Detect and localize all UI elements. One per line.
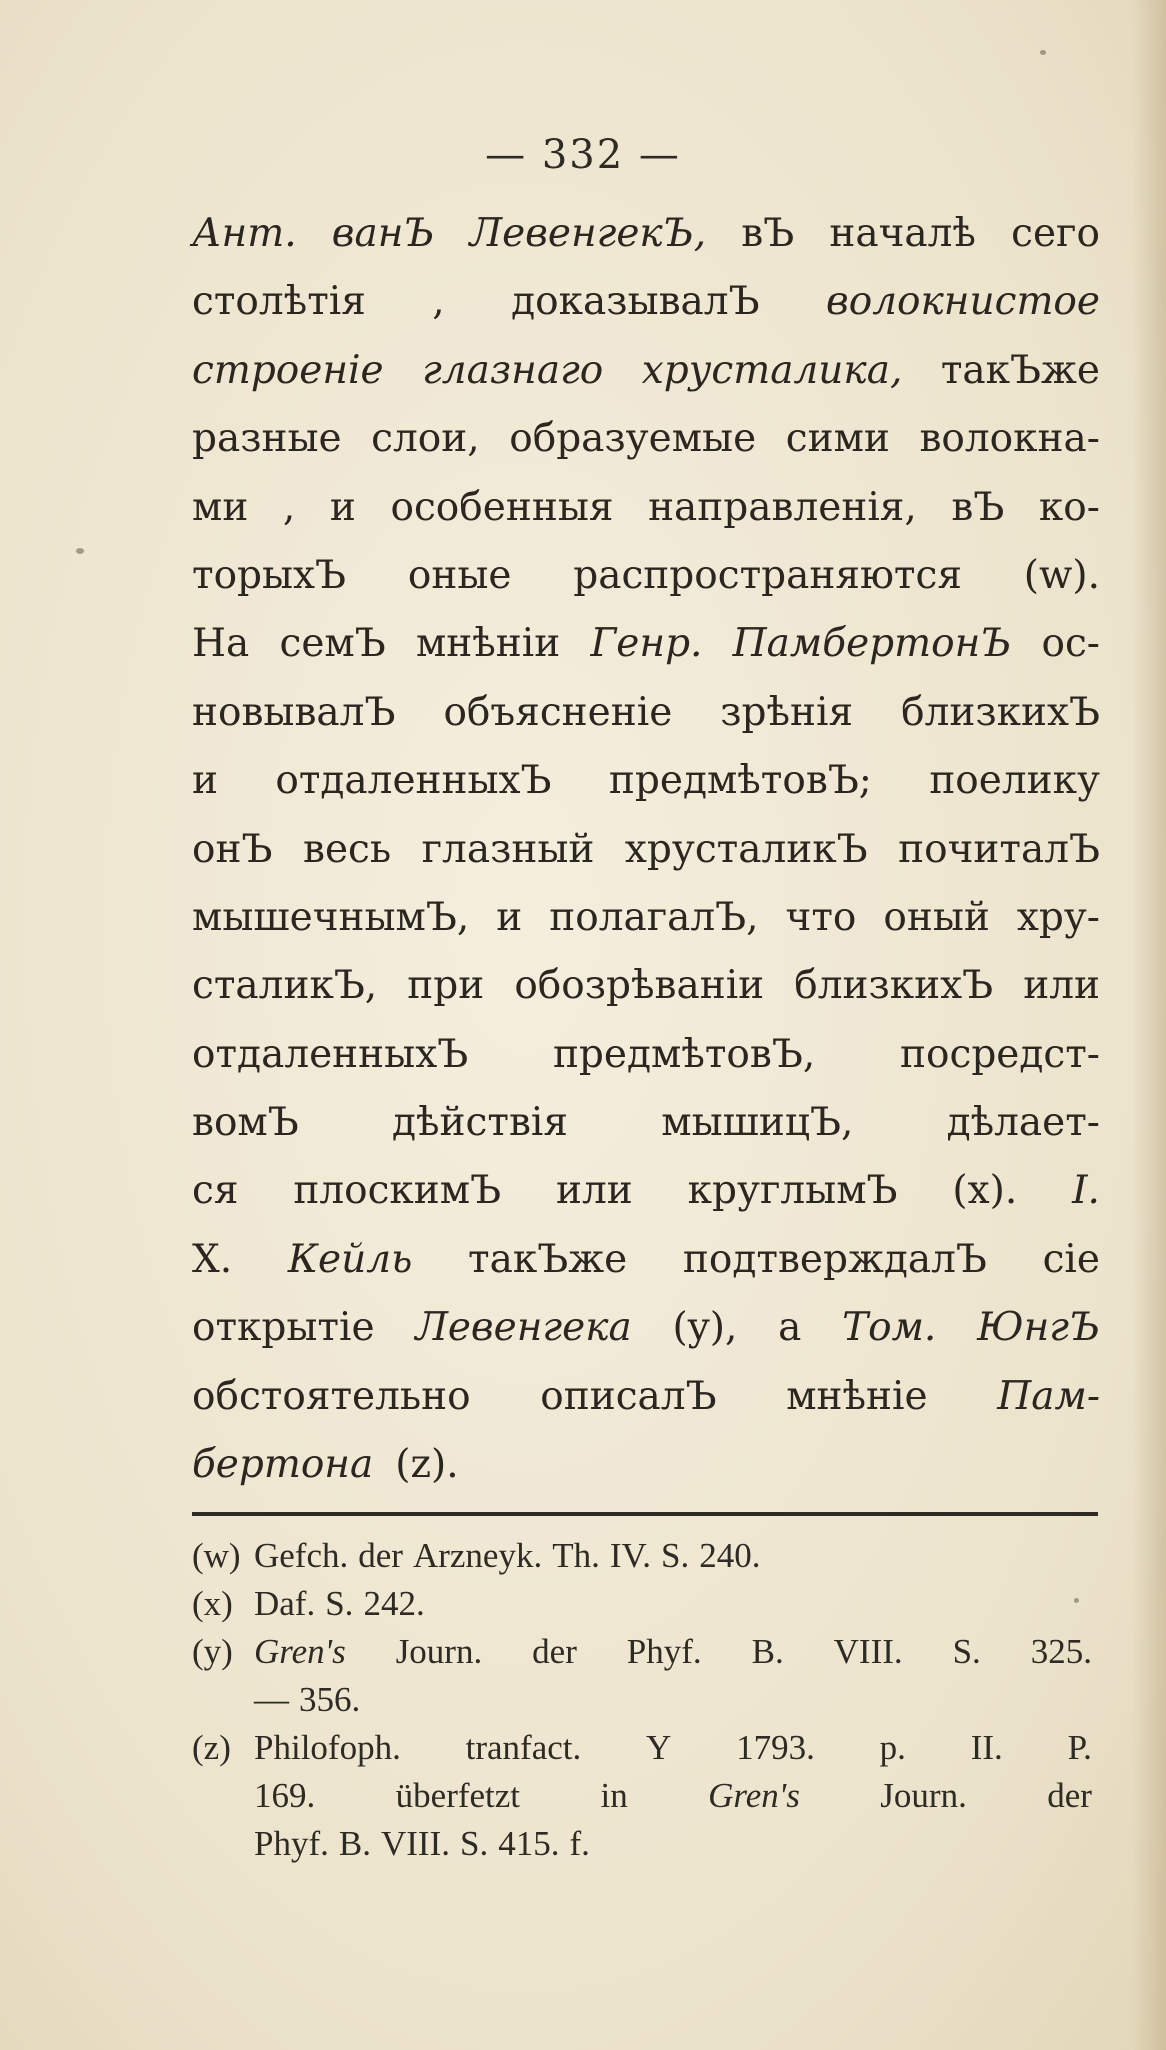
word: ос- <box>1041 621 1100 667</box>
text-line <box>192 1157 1100 1225</box>
word: плоскимЪ <box>293 1168 502 1214</box>
footnote-line <box>254 1628 1102 1676</box>
word: бертона <box>192 1442 374 1488</box>
word: глазный <box>421 826 595 872</box>
footnote <box>192 1580 1102 1628</box>
footnote-text <box>254 1580 1102 1628</box>
footnote-marker: (z) <box>192 1728 231 1767</box>
word: ко- <box>1038 484 1100 530</box>
word: при <box>407 963 485 1009</box>
word: объясненіе <box>443 689 673 735</box>
text-line <box>192 679 1100 747</box>
word: сими <box>785 416 890 462</box>
footnote-word: P. <box>1067 1728 1092 1767</box>
word: Том. <box>842 1305 937 1351</box>
text-line <box>192 747 1100 815</box>
footnote-line <box>254 1724 1102 1772</box>
text-line <box>192 1089 1100 1157</box>
footnote-word: S. <box>952 1632 981 1671</box>
footnote-word: Phyf. <box>254 1824 329 1863</box>
text-line <box>192 1294 1100 1362</box>
word: предмѣтовЪ; <box>608 758 872 804</box>
word: близкихЪ <box>794 963 994 1009</box>
word: (y), <box>672 1305 738 1351</box>
word: почиталЪ <box>898 826 1100 872</box>
footnote-word: Gefch. <box>254 1536 349 1575</box>
text-line <box>192 1431 1100 1499</box>
word: ми <box>192 484 249 530</box>
word: слои, <box>371 416 480 462</box>
word: или <box>1023 963 1100 1009</box>
word: Пам- <box>997 1373 1100 1419</box>
footnote-word: II. <box>970 1728 1003 1767</box>
word: или <box>556 1168 633 1214</box>
word: вомЪ <box>192 1100 299 1146</box>
footnote-word: f. <box>569 1824 590 1863</box>
word: (x). <box>952 1168 1018 1214</box>
word: торыхЪ <box>192 552 347 598</box>
word: обстоятельно <box>192 1373 471 1419</box>
word: распространяются <box>573 552 962 598</box>
word: близкихЪ <box>901 689 1100 735</box>
text-line <box>192 200 1100 268</box>
text-line <box>192 474 1100 542</box>
footnote-word: 325. <box>1030 1632 1092 1671</box>
text-line <box>192 542 1100 610</box>
footnote-word: überfetzt <box>395 1776 521 1815</box>
word: I. <box>1072 1168 1100 1214</box>
footnote-word: 415. <box>498 1824 560 1863</box>
word: сіе <box>1042 1236 1100 1282</box>
word: сталикЪ, <box>192 963 378 1009</box>
text-line <box>192 884 1100 952</box>
word: хрусталикЪ <box>624 826 868 872</box>
footnote-word: 1793. <box>736 1728 815 1767</box>
word: глазнаго <box>422 347 604 393</box>
text-line <box>192 1021 1100 1089</box>
word: сего <box>1011 211 1100 256</box>
word: и <box>329 484 356 530</box>
word: открытіе <box>192 1305 375 1351</box>
word: ся <box>192 1168 239 1214</box>
word: хру- <box>1016 894 1100 940</box>
text-line <box>192 816 1100 884</box>
footnote-word: Th. <box>552 1536 600 1575</box>
word: полагалЪ, <box>549 894 759 940</box>
footnote-marker: (w) <box>192 1536 241 1575</box>
word: (w). <box>1023 552 1100 598</box>
footnote-line <box>254 1532 1102 1580</box>
word: семЪ <box>279 621 386 667</box>
main-text <box>192 200 1100 1499</box>
footnote-word: VIII. <box>833 1632 903 1671</box>
footnote-word: — <box>254 1680 289 1719</box>
word: такЪже <box>468 1236 628 1282</box>
word: Левенгека <box>415 1305 632 1351</box>
footnote-word: S. <box>325 1584 354 1623</box>
footnote-line <box>254 1676 1102 1724</box>
word: обозрѣваніи <box>514 963 765 1009</box>
word: дѣлает- <box>946 1100 1100 1146</box>
footnote <box>192 1724 1102 1868</box>
footnote-word: Arzneyk. <box>412 1536 543 1575</box>
footnote-marker: (y) <box>192 1632 233 1671</box>
footnotes <box>192 1532 1102 1868</box>
text-line <box>192 337 1100 405</box>
footnote-word: der <box>532 1632 577 1671</box>
footnote-word: 240. <box>699 1536 761 1575</box>
footnote-word: p. <box>879 1728 906 1767</box>
text-line <box>192 1363 1100 1431</box>
word: , <box>282 484 296 530</box>
word: посредст- <box>900 1031 1100 1077</box>
word: началѣ <box>829 211 976 256</box>
word: весь <box>302 826 392 872</box>
word: описалЪ <box>540 1373 717 1419</box>
word: что <box>785 894 857 940</box>
word: ЛевенгекЪ, <box>469 211 707 256</box>
ink-speck <box>76 548 84 554</box>
word: Генр. <box>590 621 703 667</box>
footnote-word: der <box>1047 1776 1092 1815</box>
page-edge-shadow <box>1132 0 1166 2050</box>
word: На <box>192 621 250 667</box>
footnote-marker: (x) <box>192 1584 233 1623</box>
footnote-word: Journ. <box>395 1632 483 1671</box>
word: поелику <box>929 758 1100 804</box>
footnote-word: B. <box>338 1824 371 1863</box>
footnote-word: S. <box>661 1536 690 1575</box>
word: ЮнгЪ <box>977 1305 1100 1351</box>
footnote-word: VIII. <box>380 1824 450 1863</box>
word: Кейль <box>287 1236 413 1282</box>
footnote-text <box>254 1532 1102 1580</box>
page-number: — 332 — <box>485 132 681 178</box>
word: онЪ <box>192 826 273 872</box>
word: хрусталика, <box>641 347 903 393</box>
footnote-word: B. <box>751 1632 784 1671</box>
footnote-line <box>254 1772 1102 1820</box>
footnote-word: tranfact. <box>465 1728 582 1767</box>
footnote-word: 242. <box>363 1584 425 1623</box>
word: ПамбертонЪ <box>732 621 1012 667</box>
word: отдаленныхЪ <box>192 1031 469 1077</box>
word: вЪ <box>741 211 795 256</box>
footnote-word: IV. <box>609 1536 652 1575</box>
footnote-word: der <box>358 1536 403 1575</box>
word: мнѣніи <box>415 621 561 667</box>
word: такЪже <box>940 347 1100 393</box>
footnote-line <box>254 1820 1102 1868</box>
word: отдаленныхЪ <box>275 758 552 804</box>
ink-speck <box>1040 50 1046 55</box>
footnote-word: Phyf. <box>626 1632 702 1671</box>
text-line <box>192 405 1100 473</box>
word: предмѣтовЪ, <box>552 1031 816 1077</box>
word: оные <box>407 552 512 598</box>
word: мышицЪ, <box>661 1100 854 1146</box>
word: новывалЪ <box>192 689 396 735</box>
text-line <box>192 1226 1100 1294</box>
footnote-text <box>254 1628 1102 1724</box>
word: волокнистое <box>826 279 1100 325</box>
word: доказывалЪ <box>511 279 760 325</box>
word: волокна- <box>919 416 1100 462</box>
footnote-rule <box>192 1512 1098 1516</box>
word: мнѣніе <box>786 1373 928 1419</box>
footnote-word: Gren's <box>708 1776 800 1815</box>
footnote-word: in <box>600 1776 628 1815</box>
text-line <box>192 952 1100 1020</box>
word: круглымЪ <box>687 1168 898 1214</box>
footnote-word: Daf. <box>254 1584 316 1623</box>
word: столѣтія <box>192 279 366 325</box>
word: X. <box>192 1236 233 1282</box>
footnote-word: Philofoph. <box>254 1728 401 1767</box>
word: мышечнымЪ, <box>192 894 470 940</box>
word: образуемые <box>509 416 757 462</box>
word: подтверждалЪ <box>682 1236 987 1282</box>
footnote-line <box>254 1580 1102 1628</box>
word: направленія, <box>648 484 917 530</box>
word: зрѣнія <box>720 689 854 735</box>
footnote-word: Gren's <box>254 1632 346 1671</box>
footnote-word: 169. <box>254 1776 316 1815</box>
word: и <box>192 758 218 804</box>
footnote <box>192 1628 1102 1724</box>
word: строеніе <box>192 347 384 393</box>
word: а <box>778 1305 802 1351</box>
word: вЪ <box>951 484 1005 530</box>
footnote-text <box>254 1724 1102 1868</box>
word: (z). <box>395 1442 459 1488</box>
word: оный <box>883 894 990 940</box>
word: дѣйствія <box>392 1100 568 1146</box>
text-line <box>192 610 1100 678</box>
footnote-word: S. <box>459 1824 489 1863</box>
footnote-word: Journ. <box>880 1776 967 1815</box>
word: особенныя <box>390 484 614 530</box>
word: ванЪ <box>331 211 435 256</box>
footnote <box>192 1532 1102 1580</box>
word: и <box>496 894 523 940</box>
word: Ант. <box>192 211 297 256</box>
word: , <box>432 279 445 325</box>
text-line <box>192 268 1100 336</box>
word: разные <box>192 416 342 462</box>
footnote-word: 356. <box>299 1680 361 1719</box>
footnote-word: Y <box>646 1728 672 1767</box>
